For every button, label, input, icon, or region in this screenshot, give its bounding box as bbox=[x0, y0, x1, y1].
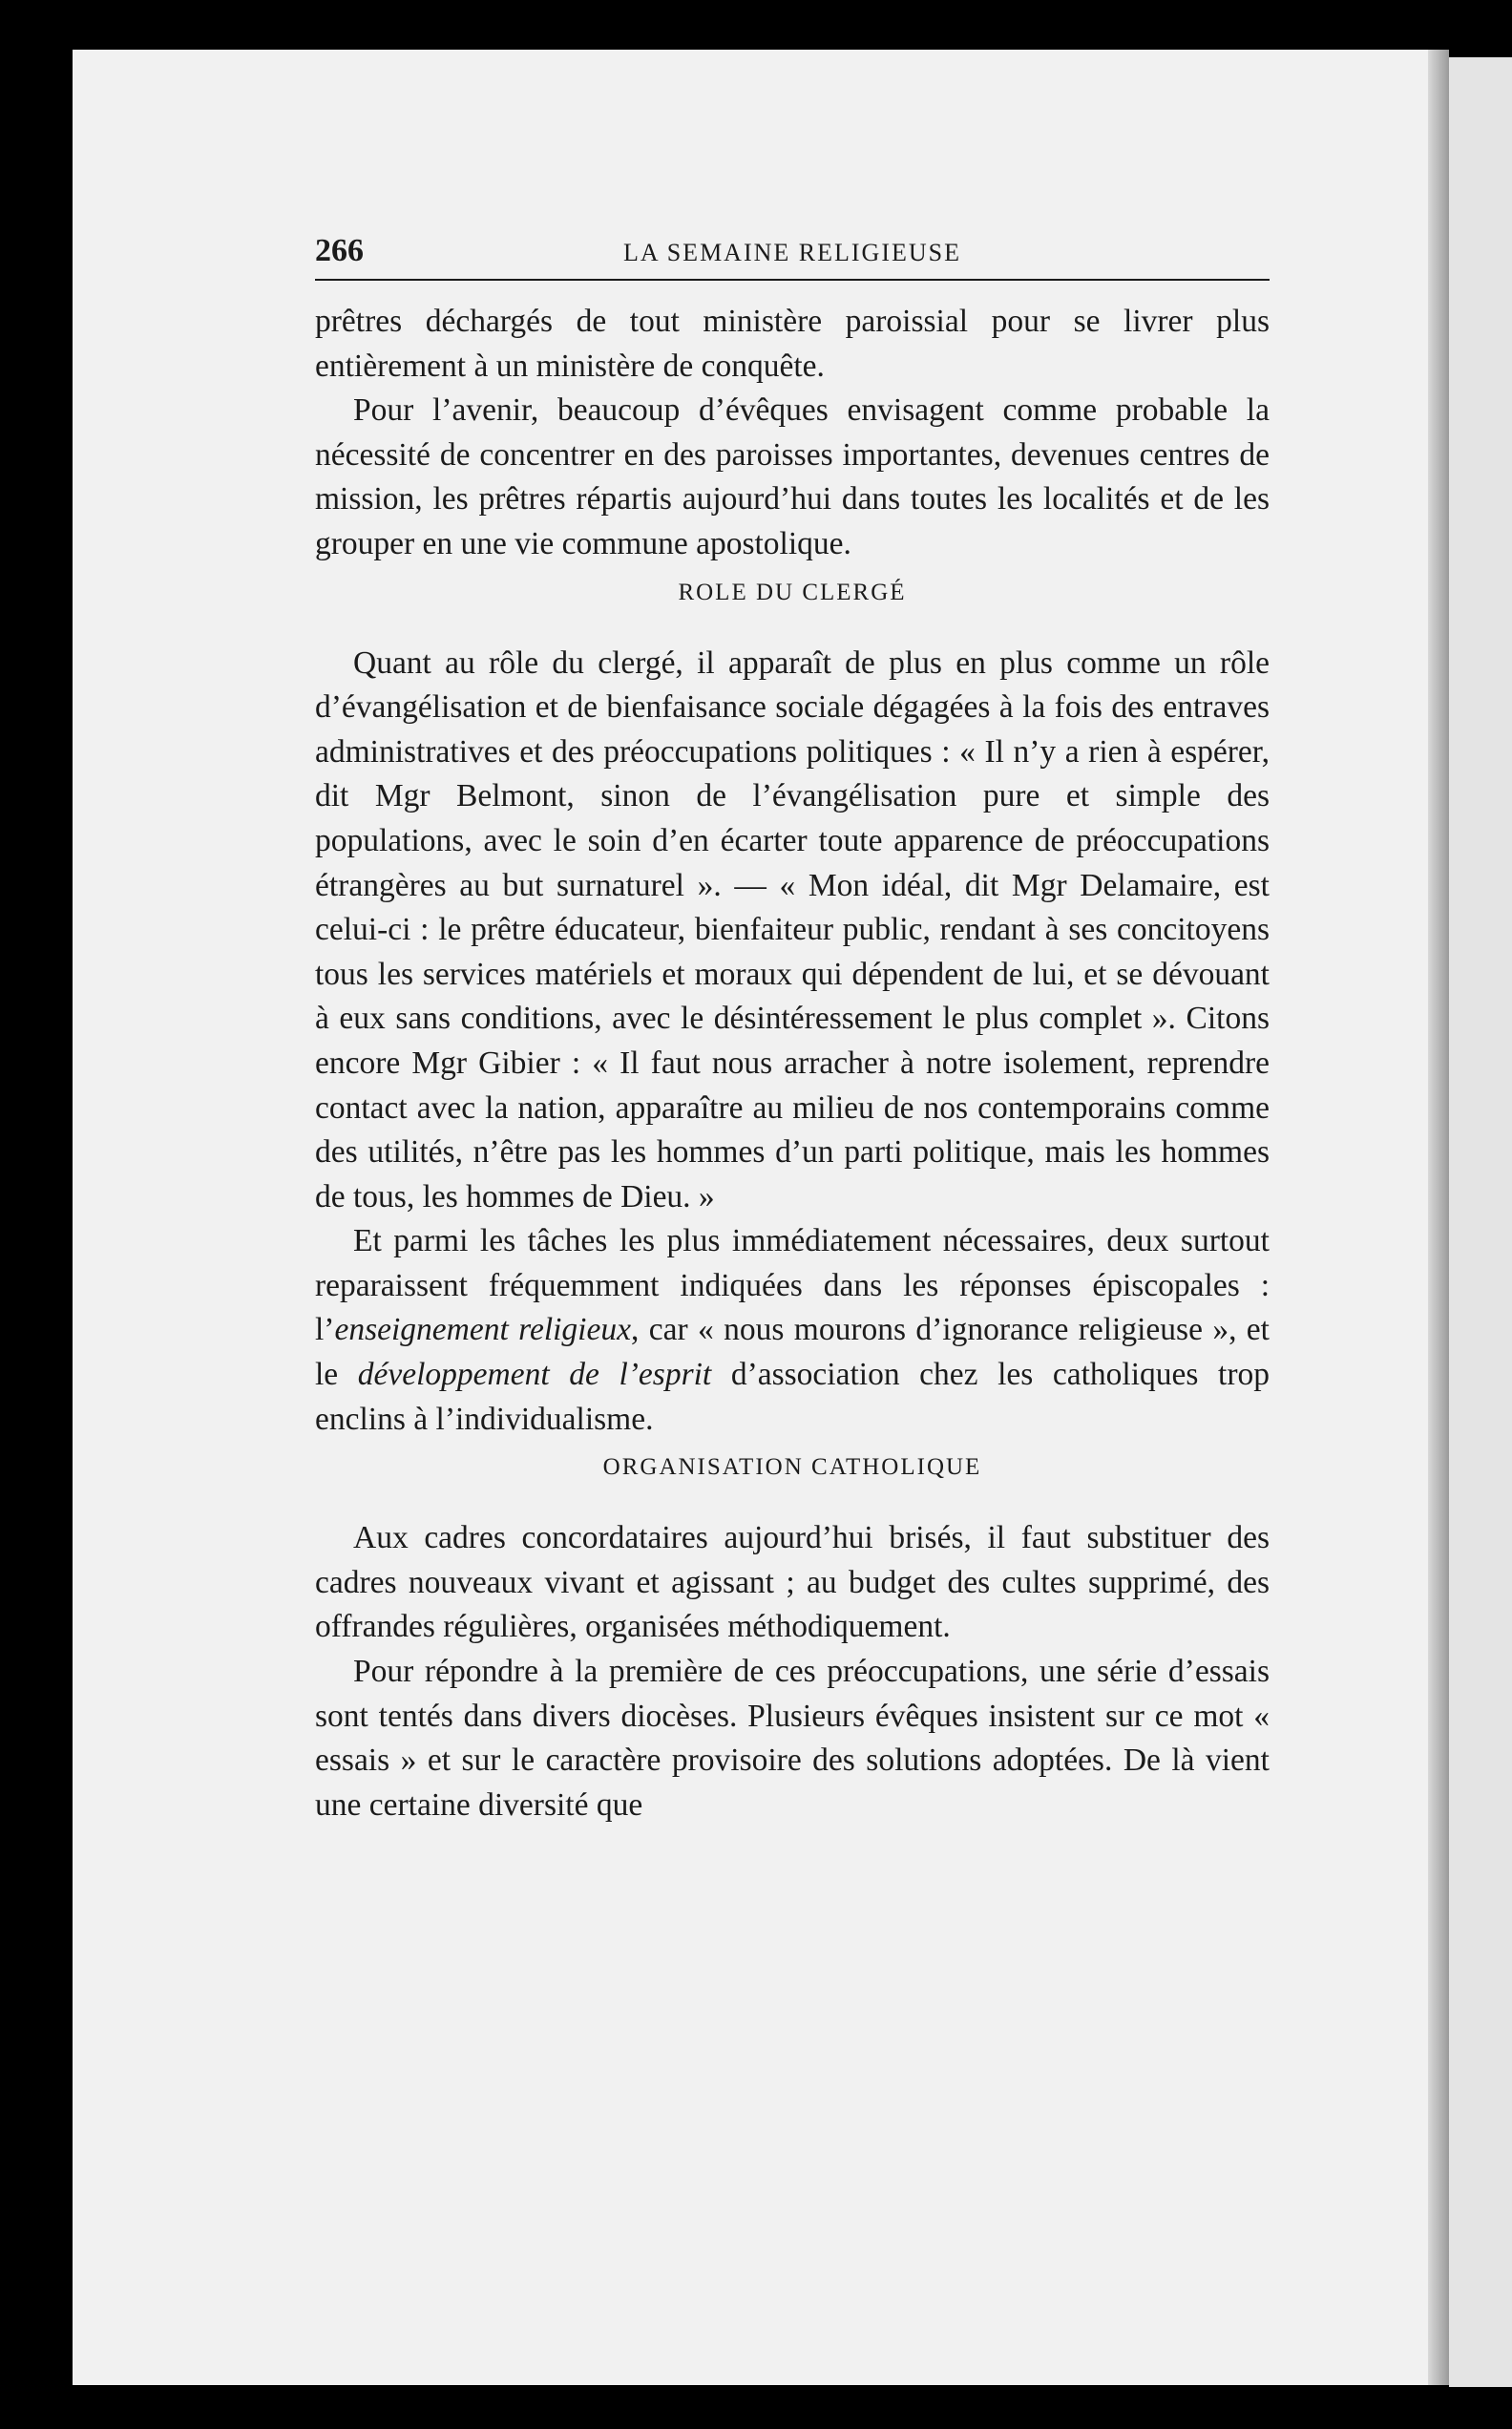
paragraph-future: Pour l’avenir, beaucoup d’évêques envisagent comme probable la nécessité de concentrer en des paroisses importantes, devenues centres de mission, les prêtres répartis aujourd’hui dans toutes les localités et de les grouper en une vie commune apostolique. bbox=[315, 392, 1270, 561]
text-run: , car « nous mourons d’ignorance religieuse », et le bbox=[315, 1312, 1270, 1393]
page-spine-shadow bbox=[1428, 50, 1449, 2385]
page-number: 266 bbox=[315, 233, 364, 268]
paragraph-cadres: Aux cadres concordataires aujourd’hui brisés, il faut substituer des cadres nouveaux vivant et agissant ; au budget des cultes supprimé, des offrandes régulières, organisées méthodiquement. bbox=[315, 1520, 1270, 1645]
paragraph-continuation: prêtres déchargés de tout ministère paroissial pour se livrer plus entièrement à un ministère de conquête. bbox=[315, 304, 1270, 384]
section-heading-organisation-catholique: ORGANISATION CATHOLIQUE bbox=[602, 1454, 982, 1481]
page-content bbox=[315, 227, 1270, 1827]
italic-enseignement: enseignement religieux bbox=[334, 1312, 631, 1348]
italic-developpement: développement de l’esprit bbox=[357, 1357, 712, 1393]
paragraph-taches bbox=[315, 1219, 1270, 1442]
paragraph-essais: Pour répondre à la première de ces préoccupations, une série d’essais sont tentés dans divers diocèses. Plusieurs évêques insistent sur ce mot « essais » et sur le caractère provisoire des solutions adoptées. De là vient une certaine diversité que bbox=[315, 1654, 1270, 1823]
text-run: Et parmi les tâches les plus immédiatement nécessaires, deux surtout reparaissent fréquemment indiquées dans les réponses épiscopales : l’ bbox=[315, 1223, 1270, 1348]
next-page-edge bbox=[1449, 57, 1512, 2387]
section-heading-role-du-clerge: ROLE DU CLERGÉ bbox=[678, 579, 907, 605]
paragraph-role-clerge: Quant au rôle du clergé, il apparaît de plus en plus comme un rôle d’évangélisation et de bienfaisance sociale dégagées à la fois des entraves administratives et des préoccupations politiques : « Il n’y a rien à espérer, dit Mgr Belmont, sinon de l’évangélisation pure et simple des populations, avec le soin d’en écarter toute apparence de préoccupations étrangères au but surnaturel ». — « Mon idéal, dit Mgr Delamaire, est celui-ci : le prêtre éducateur, bienfaiteur public, rendant à ses concitoyens tous les services matériels et moraux qui dépendent de lui, et se dévouant à eux sans conditions, avec le désintéressement le plus complet ». Citons encore Mgr Gibier : « Il faut nous arracher à notre isolement, reprendre contact avec la nation, apparaître au milieu de nos contemporains comme des utilités, n’être pas les hommes d’un parti politique, mais les hommes de tous, les hommes de Dieu. » bbox=[315, 644, 1270, 1214]
running-head bbox=[315, 227, 1270, 281]
journal-title: LA SEMAINE RELIGIEUSE bbox=[623, 239, 961, 266]
body-text bbox=[315, 300, 1270, 1827]
text-run: d’association chez les catholiques trop enclins à l’individualisme. bbox=[315, 1357, 1270, 1437]
